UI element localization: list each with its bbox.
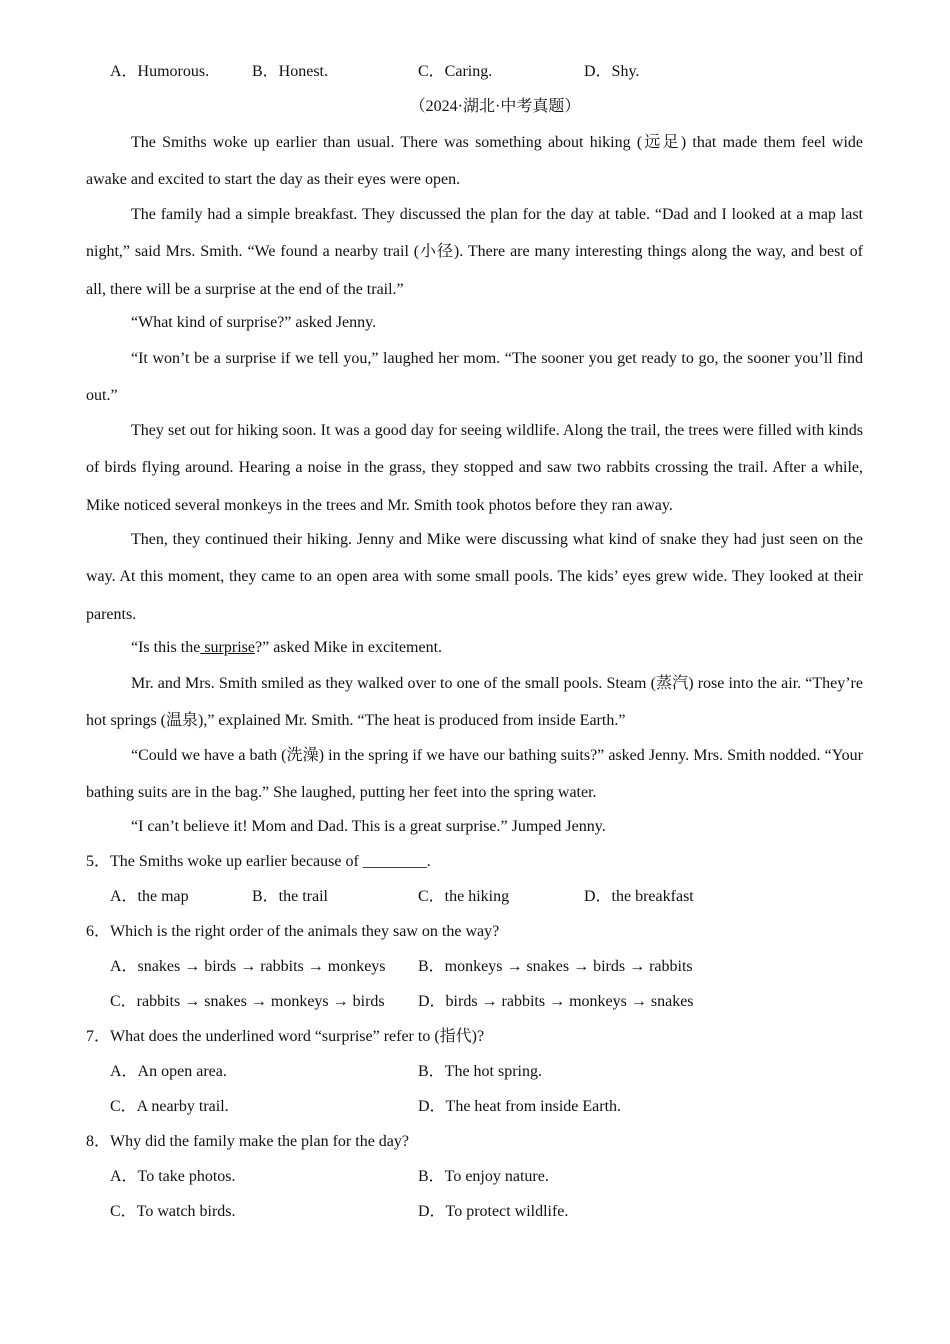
q8-option-d: D．To protect wildlife. (418, 1203, 569, 1220)
q4-option-c: C．Caring. (418, 63, 493, 80)
q7-option-c: C．A nearby trail. (110, 1098, 229, 1115)
q8-option-b: B．To enjoy nature. (418, 1168, 549, 1185)
q6-option-c: C．rabbits → snakes → monkeys → birds (110, 993, 385, 1010)
q8-option-c: C．To watch birds. (110, 1203, 236, 1220)
q4-option-b: B．Honest. (252, 63, 329, 80)
q7-option-d: D．The heat from inside Earth. (418, 1098, 622, 1115)
q4-option-d: D．Shy. (584, 63, 640, 80)
p7-text-after: ?” asked Mike in excitement. (254, 639, 443, 656)
passage-paragraph-10: “I can’t believe it! Mom and Dad. This is a great surprise.” Jumped Jenny. (131, 818, 606, 835)
passage-paragraph-3: “What kind of surprise?” asked Jenny. (131, 314, 377, 331)
question-5-stem: 5．The Smiths woke up earlier because of ________. (86, 853, 431, 870)
q6-option-a: A．snakes → birds → rabbits → monkeys (110, 958, 386, 975)
passage-paragraph-9: “Could we have a bath (洗澡) in the spring if we have our bathing suits?” asked Jenny. Mrs. Smith nodded. “Your bathing suits are in the bag.” She laughed, putting her feet into the spring water. (86, 747, 863, 802)
q7-option-b: B．The hot spring. (418, 1063, 542, 1080)
q8-option-a: A．To take photos. (110, 1168, 236, 1185)
passage-paragraph-6: Then, they continued their hiking. Jenny and Mike were discussing what kind of snake they had just seen on the way. At this moment, they came to an open area with some small pools. The kids’ eyes grew wide. They looked at their parents. (86, 531, 863, 623)
passage-paragraph-8: Mr. and Mrs. Smith smiled as they walked over to one of the small pools. Steam (蒸汽) rose into the air. “They’re hot springs (温泉),” explained Mr. Smith. “The heat is produced from inside Earth.” (86, 675, 863, 730)
passage-source: （2024·湖北·中考真题） (409, 98, 581, 115)
passage-paragraph-5: They set out for hiking soon. It was a good day for seeing wildlife. Along the trail, the trees were filled with kinds of birds flying around. Hearing a noise in the grass, they stopped and saw two rabbits crossing the trail. After a while, Mike noticed several monkeys in the trees and Mr. Smith took photos before they ran away. (86, 422, 863, 514)
q5-option-c: C．the hiking (418, 888, 510, 905)
question-7-stem: 7．What does the underlined word “surprise” refer to (指代)? (86, 1028, 485, 1045)
underlined-word-surprise: surprise (200, 639, 255, 656)
question-6-stem: 6．Which is the right order of the animals they saw on the way? (86, 923, 500, 940)
q4-option-a: A．Humorous. (110, 63, 210, 80)
q6-option-d: D．birds → rabbits → monkeys → snakes (418, 993, 694, 1010)
passage-paragraph-7 (86, 638, 863, 658)
q6-option-b: B．monkeys → snakes → birds → rabbits (418, 958, 693, 975)
q7-option-a: A．An open area. (110, 1063, 227, 1080)
q5-option-b: B．the trail (252, 888, 328, 905)
passage-paragraph-2: The family had a simple breakfast. They discussed the plan for the day at table. “Dad and I looked at a map last night,” said Mrs. Smith. “We found a nearby trail (小径). There are many interesting things along the way, and best of all, there will be a surprise at the end of the trail.” (86, 206, 863, 298)
p7-text-before: “Is this the (131, 639, 201, 656)
question-8-stem: 8．Why did the family make the plan for the day? (86, 1133, 410, 1150)
passage-paragraph-1: The Smiths woke up earlier than usual. There was something about hiking (远足) that made them feel wide awake and excited to start the day as their eyes were open. (86, 134, 863, 189)
q5-option-d: D．the breakfast (584, 888, 694, 905)
passage-paragraph-4: “It won’t be a surprise if we tell you,” laughed her mom. “The sooner you get ready to go, the sooner you’ll find out.” (86, 350, 863, 405)
q5-option-a: A．the map (110, 888, 189, 905)
